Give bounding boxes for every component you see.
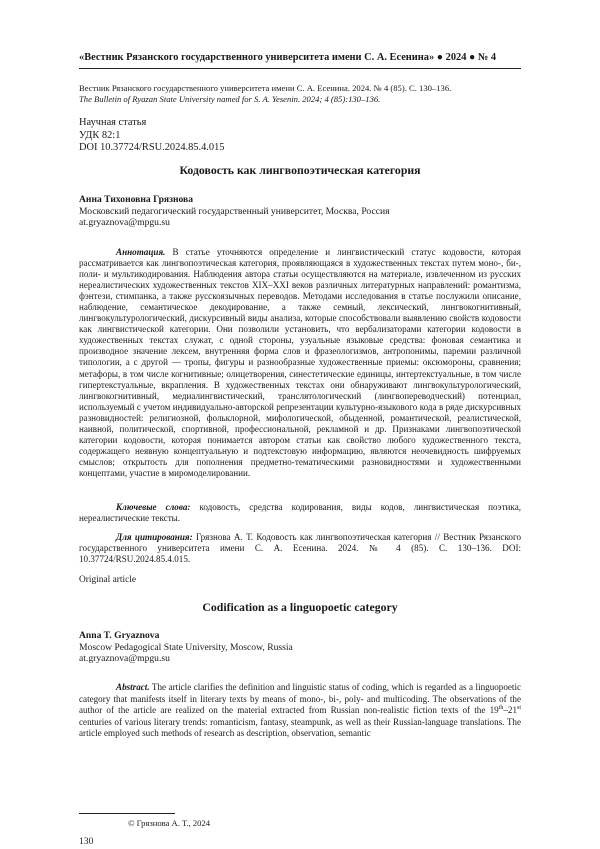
superscript-st: st [516, 705, 521, 712]
article-type: Научная статья [79, 117, 147, 128]
affiliation-ru: Московский педагогический государственный университет, Москва, Россия [79, 206, 390, 217]
citation-ru-text: Грязнова А. Т. Кодовость как лингвопоэтическая категория // Вестник Рязанского государственного университета имени С. А. Есенина. 2024. № 4 (85). С. 130–136. DOI: 10.37724/RSU.2024.85.4.015. [79, 532, 521, 565]
header-rule [79, 68, 521, 69]
source-en-text: The Bulletin of Ryazan State University named for S. A. Yesenin. 2024; 4 (85):130–136. [79, 94, 381, 104]
article-type-en: Original article [79, 575, 137, 585]
email-ru[interactable]: at.gryaznova@mpgu.su [79, 217, 170, 229]
citation-ru-label: Для цитирования: [116, 532, 193, 542]
abstract-en-part2: –21 [503, 705, 517, 716]
copyright-footnote: © Грязнова А. Т., 2024 [128, 818, 211, 828]
udk: УДК 82:1 [79, 129, 121, 141]
superscript-th: th [498, 705, 504, 712]
citation-ru [79, 532, 521, 565]
abstract-en-label: Abstract. [116, 682, 150, 692]
affiliation-en: Moscow Pedagogical State University, Moscow, Russia [79, 642, 293, 653]
keywords-ru-text: кодовость, средства кодирования, виды кодов, лингвистическая поэтика, нереалистические тексты. [79, 502, 522, 524]
source-ru: Вестник Рязанского государственного университета имени С. А. Есенина. 2024. № 4 (85). С. 130–136. [79, 83, 452, 93]
doi: DOI 10.37724/RSU.2024.85.4.015 [79, 142, 225, 154]
affiliation-en-block [79, 642, 521, 665]
footnote-rule [79, 813, 175, 814]
author-en: Anna T. Gryaznova [79, 630, 160, 641]
title-ru: Кодовость как лингвопоэтическая категория [179, 163, 421, 177]
email-en[interactable]: at.gryaznova@mpgu.su [79, 653, 170, 665]
affiliation-ru-block [79, 206, 521, 229]
keywords-ru [79, 502, 521, 524]
source-citation [79, 83, 521, 105]
keywords-ru-label: Ключевые слова: [116, 502, 191, 512]
page-number: 130 [79, 836, 94, 847]
abstract-ru-label: Аннотация. [116, 247, 166, 257]
abstract-ru [79, 247, 521, 479]
abstract-en [79, 682, 521, 740]
abstract-en-part3: centuries of various literary trends: romanticism, fantasy, steampunk, as well as their Russian-language translations. The article employed such methods of research as description, observation, semantic [79, 716, 521, 739]
abstract-ru-text: В статье уточняются определение и лингвистический статус кодовости, которая рассматривается как лингвопоэтическая категория, проявляющаяся в художественных текстах путем моно-, би-, поли- и мультикодирования. Наблюдения автора статьи осуществляются на материале, извлеченном из русских нереалистических художественных текстов XIX–XXI веков различных литературных направлений: романтизма, фэнтези, стимпанка, а также русскоязычных переводов. Методами исследования в статье послужили описание, наблюдение, семантическое декодирование, а также семный, лексический, лингвокогнитивный, лингвокультурологический, дискурсивный виды анализа, которые способствовали выявлению свойств кодовости как лингвистической категории. Они позволили установить, что вербализаторами категории кодовости в художественных текстах служат, с одной стороны, узуальные языковые средства: фоновая семантика и производное значение лексем, внутренняя форма слов и фразеологизмов, антропонимы, паремии различной типологии, а с другой — тропы, фигуры и разнообразные художественные приемы: оксюмороны, сравнения; метафоры, в том числе когнитивные; олицетворения, синестетические единицы, интертекстуальные, в том числе гипертекстуальные, вкрапления. В художественных текстах они обнаруживают лингвокультурологический, лингвокогнитивный, медиалингвистический, транслятологический (лингвопереводческий) потенциал, используемый с учетом индивидуально-авторской репрезентации культурно-языкового кода в ряде дискурсивных разновидностей: религиозной, фольклорной, мифологической, обыденной, романтической, реалистической, наивной, политической, спортивной, профессиональной, рекламной и др. Признаками лингвопоэтической категории кодовости, которая понимается автором статьи как свойство любого художественного текста, содержащего неявную концептуальную и подтекстовую информацию, являются неочевидность шифруемых смыслов; открытость для пополнения предметно-тематическими разновидностями и художественными концептами, участие в миромоделировании. [79, 247, 521, 478]
author-ru: Анна Тихоновна Грязнова [79, 194, 194, 205]
source-en [79, 94, 521, 105]
article-meta [79, 117, 521, 155]
abstract-en-part1: The article clarifies the definition and linguistic status of coding, which is regarded as a linguopoetic category that manifests itself in literary texts by means of mono-, bi-, poly- and multicoding. The observations of the author of the article are realized on the material extracted from Russian non-realistic fiction texts of the 19 [79, 682, 522, 716]
title-en: Codification as a linguopoetic category [202, 600, 398, 614]
journal-header: «Вестник Рязанского государственного университета имени С. А. Есенина» ● 2024 ● № 4 [79, 52, 497, 63]
